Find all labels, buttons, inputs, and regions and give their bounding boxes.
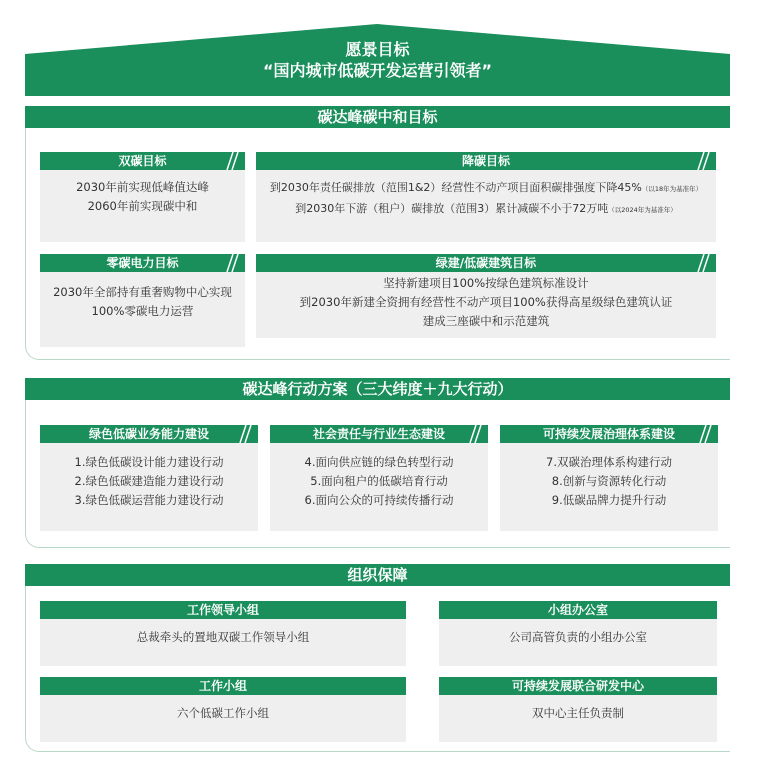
card-line: 六个低碳工作小组	[177, 706, 269, 720]
card-social-responsibility	[270, 425, 488, 531]
card-line: 2030年前实现低峰值达峰	[76, 180, 209, 194]
slash-decoration-icon	[225, 254, 239, 272]
slash-decoration-icon	[696, 254, 710, 272]
card-line: 2030年全部持有重奢购物中心实现	[53, 285, 232, 299]
card-title: 可持续发展治理体系建设	[500, 425, 718, 443]
card-rd-center	[439, 677, 717, 742]
card-line: 6.面向公众的可持续传播行动	[304, 493, 454, 507]
card-title: 降碳目标	[256, 152, 716, 170]
card-leading-group	[40, 601, 406, 666]
card-line: 坚持新建项目100%按绿色建筑标准设计	[383, 276, 589, 290]
card-dual-carbon	[40, 152, 245, 242]
section-title-actions: 碳达峰行动方案（三大纬度＋九大行动）	[25, 378, 730, 400]
section-title-organization: 组织保障	[25, 564, 730, 586]
card-reduction	[256, 152, 716, 242]
card-line: 100%零碳电力运营	[91, 304, 194, 318]
card-title: 绿建/低碳建筑目标	[256, 254, 716, 272]
slash-decoration-icon	[696, 152, 710, 170]
card-line: 建成三座碳中和示范建筑	[422, 314, 550, 328]
card-working-group	[40, 677, 406, 742]
card-title: 双碳目标	[40, 152, 245, 170]
card-line: 4.面向供应链的绿色转型行动	[304, 455, 454, 469]
card-line: 到2030年下游（租户）碳排放（范围3）累计减碳不小于72万吨（以2024年为基准年）	[295, 202, 677, 215]
vision-slogan: “国内城市低碳开发运营引领者”	[262, 61, 493, 80]
card-title: 可持续发展联合研发中心	[439, 677, 717, 695]
card-zero-carbon-power	[40, 254, 245, 347]
card-line: 5.面向租户的低碳培育行动	[310, 474, 448, 488]
card-business-capability	[40, 425, 258, 531]
slash-decoration-icon	[468, 425, 482, 443]
card-line: 2060年前实现碳中和	[87, 199, 198, 213]
card-group-office	[439, 601, 717, 666]
card-title: 社会责任与行业生态建设	[270, 425, 488, 443]
card-title: 零碳电力目标	[40, 254, 245, 272]
card-line: 8.创新与资源转化行动	[551, 474, 667, 488]
card-title: 工作领导小组	[40, 601, 406, 619]
card-title: 绿色低碳业务能力建设	[40, 425, 258, 443]
card-line: 到2030年责任碳排放（范围1&2）经营性不动产项目面积碳排强度下降45%（以18年为基准年）	[269, 181, 703, 194]
card-line: 7.双碳治理体系构建行动	[546, 455, 672, 469]
card-title: 工作小组	[40, 677, 406, 695]
baseline-note: （以18年为基准年）	[641, 185, 703, 193]
card-line: 9.低碳品牌力提升行动	[551, 493, 667, 507]
card-line: 到2030年新建全资拥有经营性不动产项目100%获得高星级绿色建筑认证	[299, 295, 673, 309]
slash-decoration-icon	[238, 425, 252, 443]
slash-decoration-icon	[225, 152, 239, 170]
card-line: 总裁牵头的置地双碳工作领导小组	[136, 630, 310, 644]
card-line: 公司高管负责的小组办公室	[509, 630, 647, 644]
card-line: 3.绿色低碳运营能力建设行动	[74, 493, 224, 507]
card-governance	[500, 425, 718, 531]
baseline-note: （以2024年为基准年）	[608, 206, 677, 214]
vision-title: 愿景目标	[345, 40, 410, 59]
section-title-goals: 碳达峰碳中和目标	[25, 106, 730, 128]
vision-banner	[25, 24, 730, 96]
card-title: 小组办公室	[439, 601, 717, 619]
card-green-building	[256, 254, 716, 338]
card-line: 2.绿色低碳建造能力建设行动	[74, 474, 224, 488]
card-line: 1.绿色低碳设计能力建设行动	[74, 455, 224, 469]
card-line: 双中心主任负责制	[532, 706, 624, 720]
slash-decoration-icon	[698, 425, 712, 443]
